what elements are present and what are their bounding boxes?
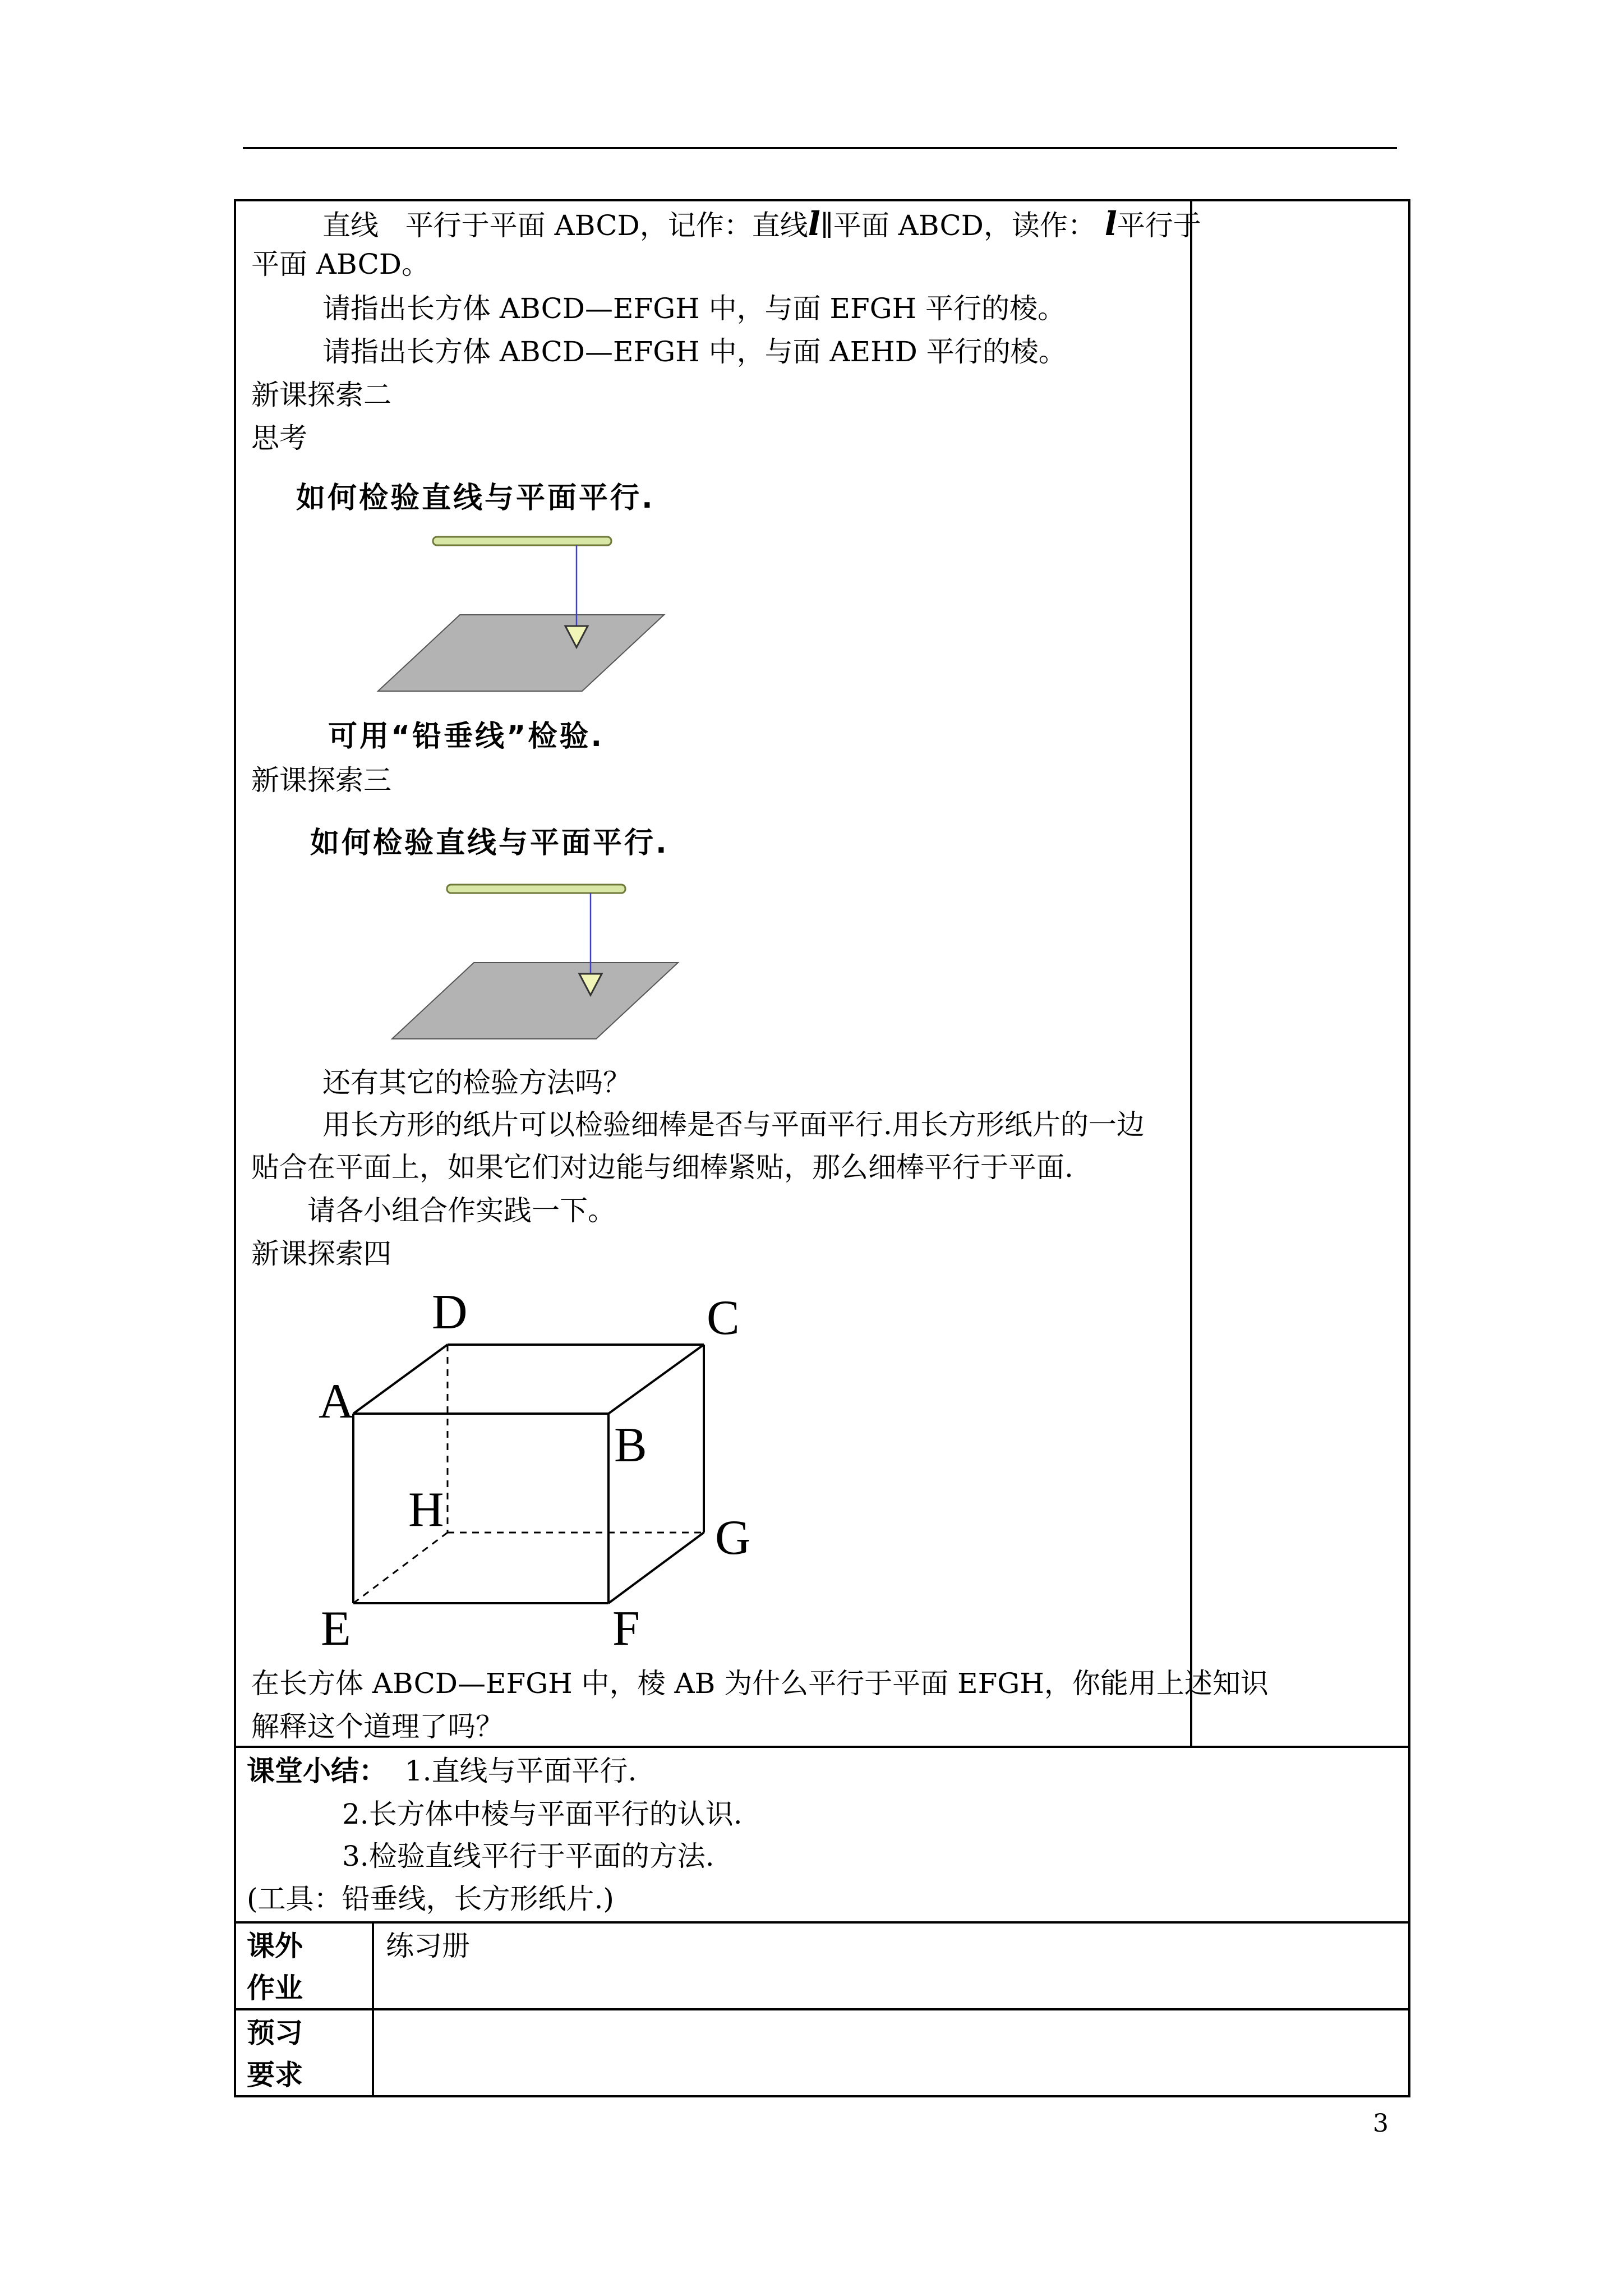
text-line-mid: 平行于平面 ABCD，记作：直线 bbox=[405, 209, 808, 242]
section-heading-2: 新课探索二 bbox=[251, 379, 391, 411]
figure-2-plumb-line bbox=[384, 875, 698, 1043]
rod-shape bbox=[433, 537, 611, 545]
header-rule bbox=[243, 147, 1397, 149]
question-1: 请指出长方体 ABCD—EFGH 中，与面 EFGH 平行的棱。 bbox=[322, 292, 1066, 325]
preview-label-1: 预习 bbox=[247, 2017, 303, 2049]
text-line-pre: 直线 bbox=[322, 209, 379, 242]
question-4-line-2: 解释这个道理了吗？ bbox=[251, 1710, 504, 1743]
figure-1-caption: 可用“铅垂线”检验. bbox=[328, 720, 605, 753]
plane-shape bbox=[378, 615, 664, 691]
summary-item-2: 2.长方体中棱与平面平行的认识. bbox=[342, 1798, 743, 1830]
homework-label-1: 课外 bbox=[247, 1930, 303, 1962]
figure-2-title: 如何检验直线与平面平行. bbox=[310, 826, 669, 860]
section-heading-3: 新课探索三 bbox=[251, 764, 391, 797]
vertex-label-b: B bbox=[614, 1418, 647, 1473]
rod-shape-2 bbox=[447, 885, 625, 893]
figure-1-plumb-line bbox=[370, 527, 684, 696]
summary-tools: (工具：铅垂线，长方形纸片.) bbox=[247, 1883, 614, 1915]
summary-item-1: 1.直线与平面平行. bbox=[404, 1755, 637, 1787]
figure-1-title: 如何检验直线与平面平行. bbox=[296, 481, 655, 515]
text-line-post: ∥平面 ABCD，读作： bbox=[820, 209, 1096, 242]
vertex-label-c: C bbox=[707, 1291, 740, 1345]
symbol-l: l bbox=[808, 205, 820, 243]
definition-line-2: 平面 ABCD。 bbox=[251, 248, 430, 280]
think-label: 思考 bbox=[251, 422, 307, 454]
homework-label-2: 作业 bbox=[247, 1972, 303, 2004]
symbol-l-2: l bbox=[1104, 205, 1117, 243]
homework-content: 练习册 bbox=[386, 1930, 470, 1962]
question-2: 请指出长方体 ABCD—EFGH 中，与面 AEHD 平行的棱。 bbox=[322, 335, 1067, 368]
text-line-tail: 平行于 bbox=[1117, 209, 1201, 242]
question-4-line-1: 在长方体 ABCD—EFGH 中，棱 AB 为什么平行于平面 EFGH，你能用上述知识 bbox=[251, 1667, 1269, 1700]
vertex-label-g: G bbox=[715, 1511, 751, 1565]
vertex-label-f: F bbox=[612, 1602, 640, 1656]
definition-line-1 bbox=[322, 202, 1201, 247]
page-number: 3 bbox=[1373, 2109, 1389, 2138]
plane-shape-2 bbox=[392, 963, 678, 1039]
preview-label-2: 要求 bbox=[247, 2059, 303, 2091]
summary-line-1 bbox=[247, 1749, 637, 1793]
vertex-label-e: E bbox=[321, 1602, 351, 1656]
paragraph-line-2: 贴合在平面上，如果它们对边能与细棒紧贴，那么细棒平行于平面. bbox=[251, 1151, 1073, 1184]
question-3: 还有其它的检验方法吗？ bbox=[322, 1066, 631, 1099]
summary-item-3: 3.检验直线平行于平面的方法. bbox=[342, 1840, 714, 1872]
paragraph-line-1: 用长方形的纸片可以检验细棒是否与平面平行.用长方形纸片的一边 bbox=[322, 1108, 1145, 1141]
cuboid-figure bbox=[303, 1285, 763, 1660]
summary-label: 课堂小结： bbox=[247, 1755, 387, 1787]
vertex-label-h: H bbox=[408, 1483, 444, 1537]
section-heading-4: 新课探索四 bbox=[251, 1237, 391, 1270]
vertex-label-a: A bbox=[319, 1374, 354, 1429]
vertex-label-d: D bbox=[432, 1285, 468, 1340]
paragraph-line-3: 请各小组合作实践一下。 bbox=[307, 1194, 616, 1227]
